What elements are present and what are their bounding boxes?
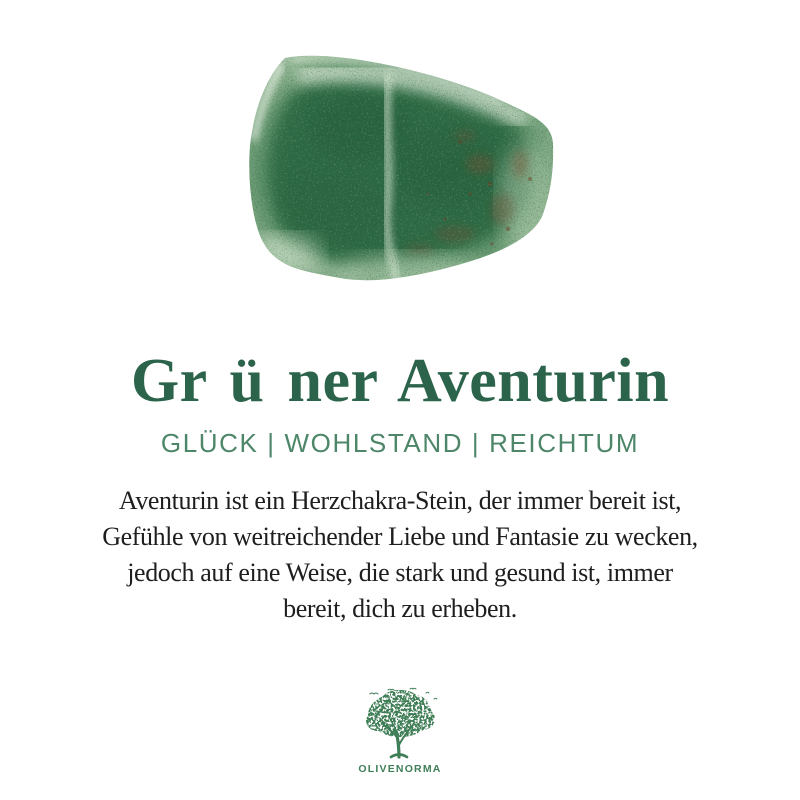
subtitle-keywords: GLÜCK | WOHLSTAND | REICHTUM (160, 428, 640, 458)
description-line: Aventurin ist ein Herzchakra-Stein, der immer bereit ist, (118, 486, 682, 515)
description-line: jedoch auf eine Weise, die stark und gesund ist, immer (127, 558, 673, 587)
description-text (0, 483, 800, 627)
olive-tree-icon (358, 687, 442, 759)
page-title: Gr ü ner Aventurin (130, 347, 670, 415)
brand-logo (0, 687, 800, 775)
brand-name: OLIVENORMA (358, 763, 442, 775)
aventurine-stone-image (240, 44, 565, 292)
description-line: bereit, dich zu erheben. (283, 594, 517, 623)
aventurine-stone-illustration (240, 44, 565, 292)
description-line: Gefühle von weitreichender Liebe und Fantasie zu wecken, (102, 522, 698, 551)
